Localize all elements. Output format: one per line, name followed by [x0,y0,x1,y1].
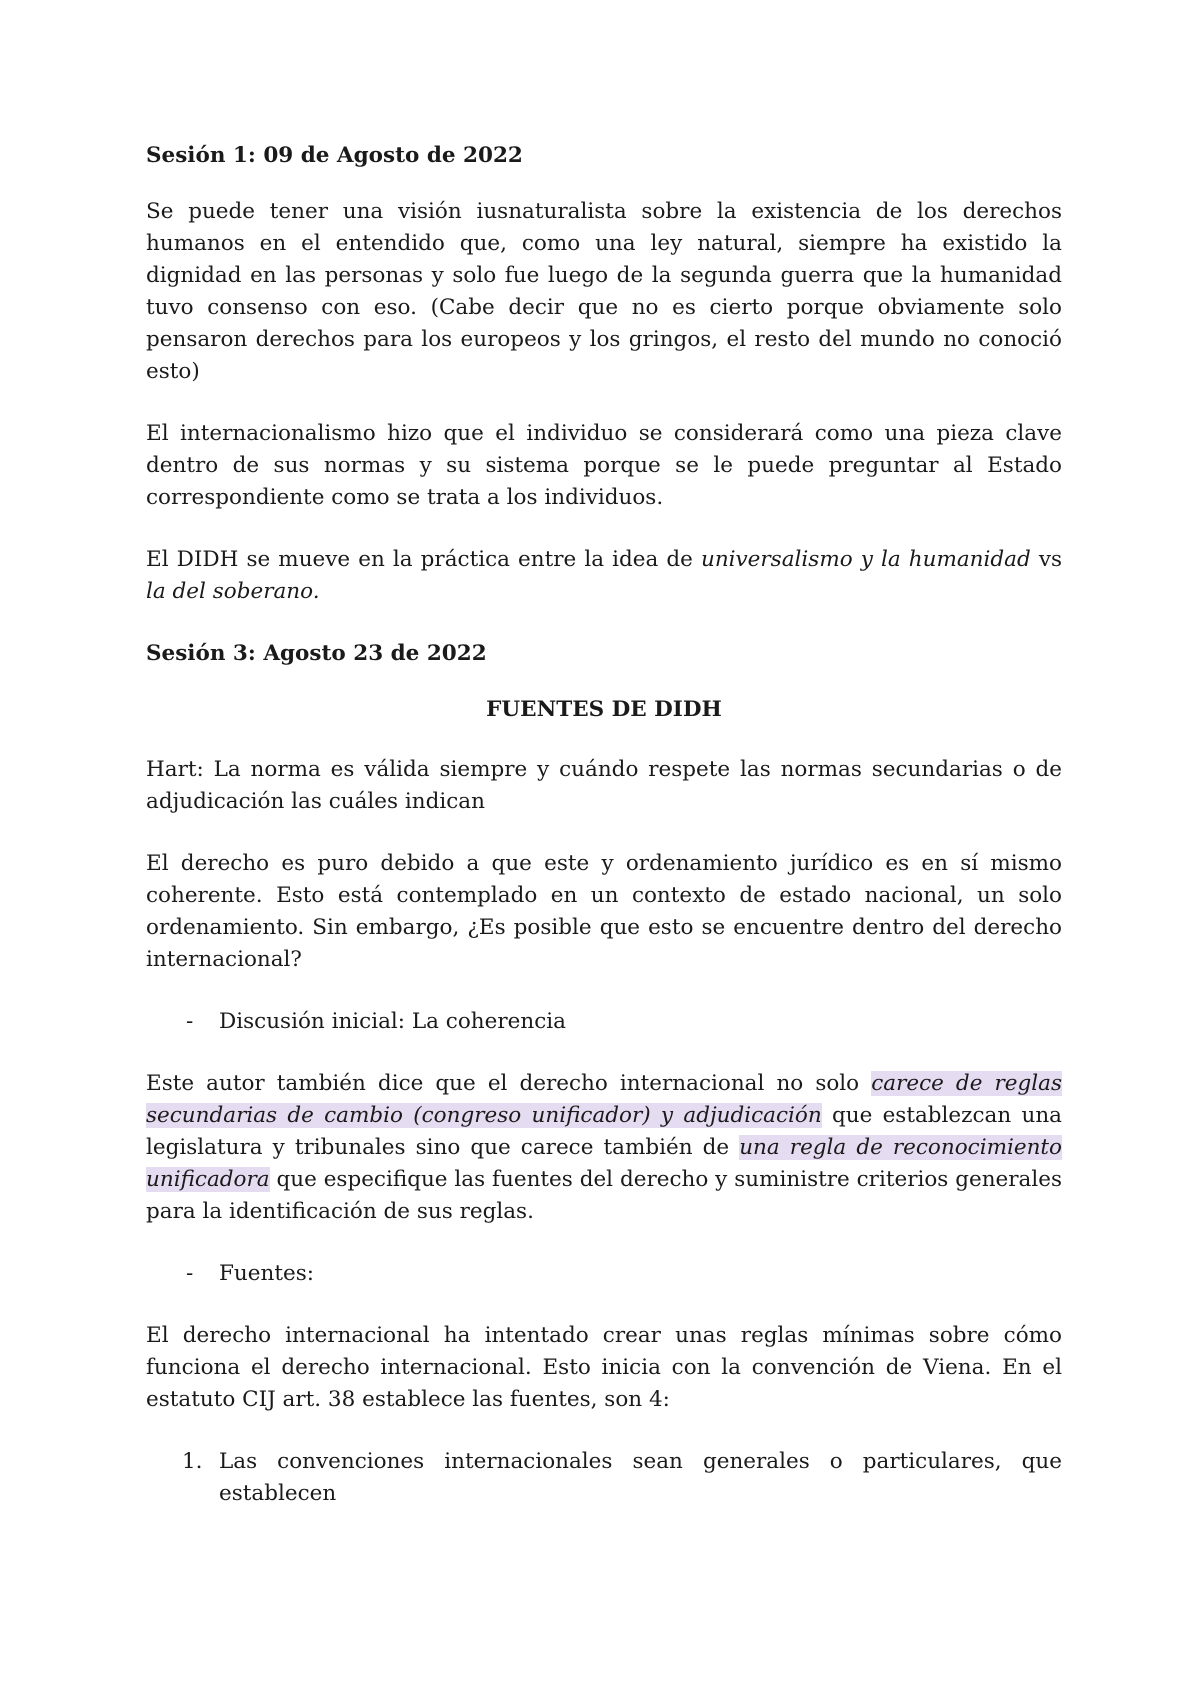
session-1-paragraph-3 [146,544,1062,608]
session-3-paragraph-3 [146,1068,1062,1228]
session-3-paragraph-2: El derecho es puro debido a que este y ordenamiento jurídico es en sí mismo coherente. Esto está contemplado en un contexto de estado nacional, un solo ordenamiento. Sin embargo, ¿Es posible que esto se encuentre dentro del derecho internacional? [146,851,1062,972]
highlighted-text: carece de reglas secundarias de cambio (congreso unificador) y adjudicación [146,1071,1062,1128]
bullet-text: Fuentes: [219,1261,314,1286]
session-3-heading: Sesión 3: Agosto 23 de 2022 [146,641,487,666]
bullet-dash: - [186,1261,194,1286]
bullet-item [186,1006,1062,1038]
highlighted-text: una regla de reconocimiento unificadora [146,1135,1062,1192]
session-1-heading: Sesión 1: 09 de Agosto de 2022 [146,143,523,168]
bullet-text: Discusión inicial: La coherencia [219,1009,566,1034]
paragraph-text: Este autor también dice que el derecho internacional no solo [146,1071,872,1096]
list-text: Las convenciones internacionales sean generales o particulares, que establecen [219,1449,1062,1506]
bullet-item [186,1258,1062,1290]
paragraph-text: vs [1030,547,1063,572]
numbered-list-item [182,1446,1062,1510]
session-3-paragraph-1: Hart: La norma es válida siempre y cuándo respete las normas secundarias o de adjudicación las cuáles indican [146,757,1062,814]
session-3-paragraph-4: El derecho internacional ha intentado crear unas reglas mínimas sobre cómo funciona el derecho internacional. Esto inicia con la convención de Viena. En el estatuto CIJ art. 38 establece las fuentes, son 4: [146,1323,1062,1412]
document-page [146,140,1062,1540]
paragraph-text: El DIDH se mueve en la práctica entre la idea de [146,547,701,572]
italic-text: universalismo y la humanidad [700,547,1031,572]
session-1-paragraph-1: Se puede tener una visión iusnaturalista sobre la existencia de los derechos humanos en el entendido que, como una ley natural, siempre ha existido la dignidad en las personas y solo fue luego de la segunda guerra que la humanidad tuvo consenso con eso. (Cabe decir que no es cierto porque obviamente solo pensaron derechos para los europeos y los gringos, el resto del mundo no conoció esto) [146,199,1062,384]
italic-text: la del soberano. [146,579,320,604]
section-title: FUENTES DE DIDH [486,697,722,722]
paragraph-text: que especifique las fuentes del derecho y suministre criterios generales para la identificación de sus reglas. [146,1167,1062,1224]
list-number: 1. [182,1449,203,1474]
session-1-paragraph-2: El internacionalismo hizo que el individuo se considerará como una pieza clave dentro de sus normas y su sistema porque se le puede preguntar al Estado correspondiente como se trata a los individuos. [146,421,1062,510]
bullet-dash: - [186,1009,194,1034]
paragraph-text: que establezcan una legislatura y tribunales sino que carece también de [146,1103,1062,1160]
